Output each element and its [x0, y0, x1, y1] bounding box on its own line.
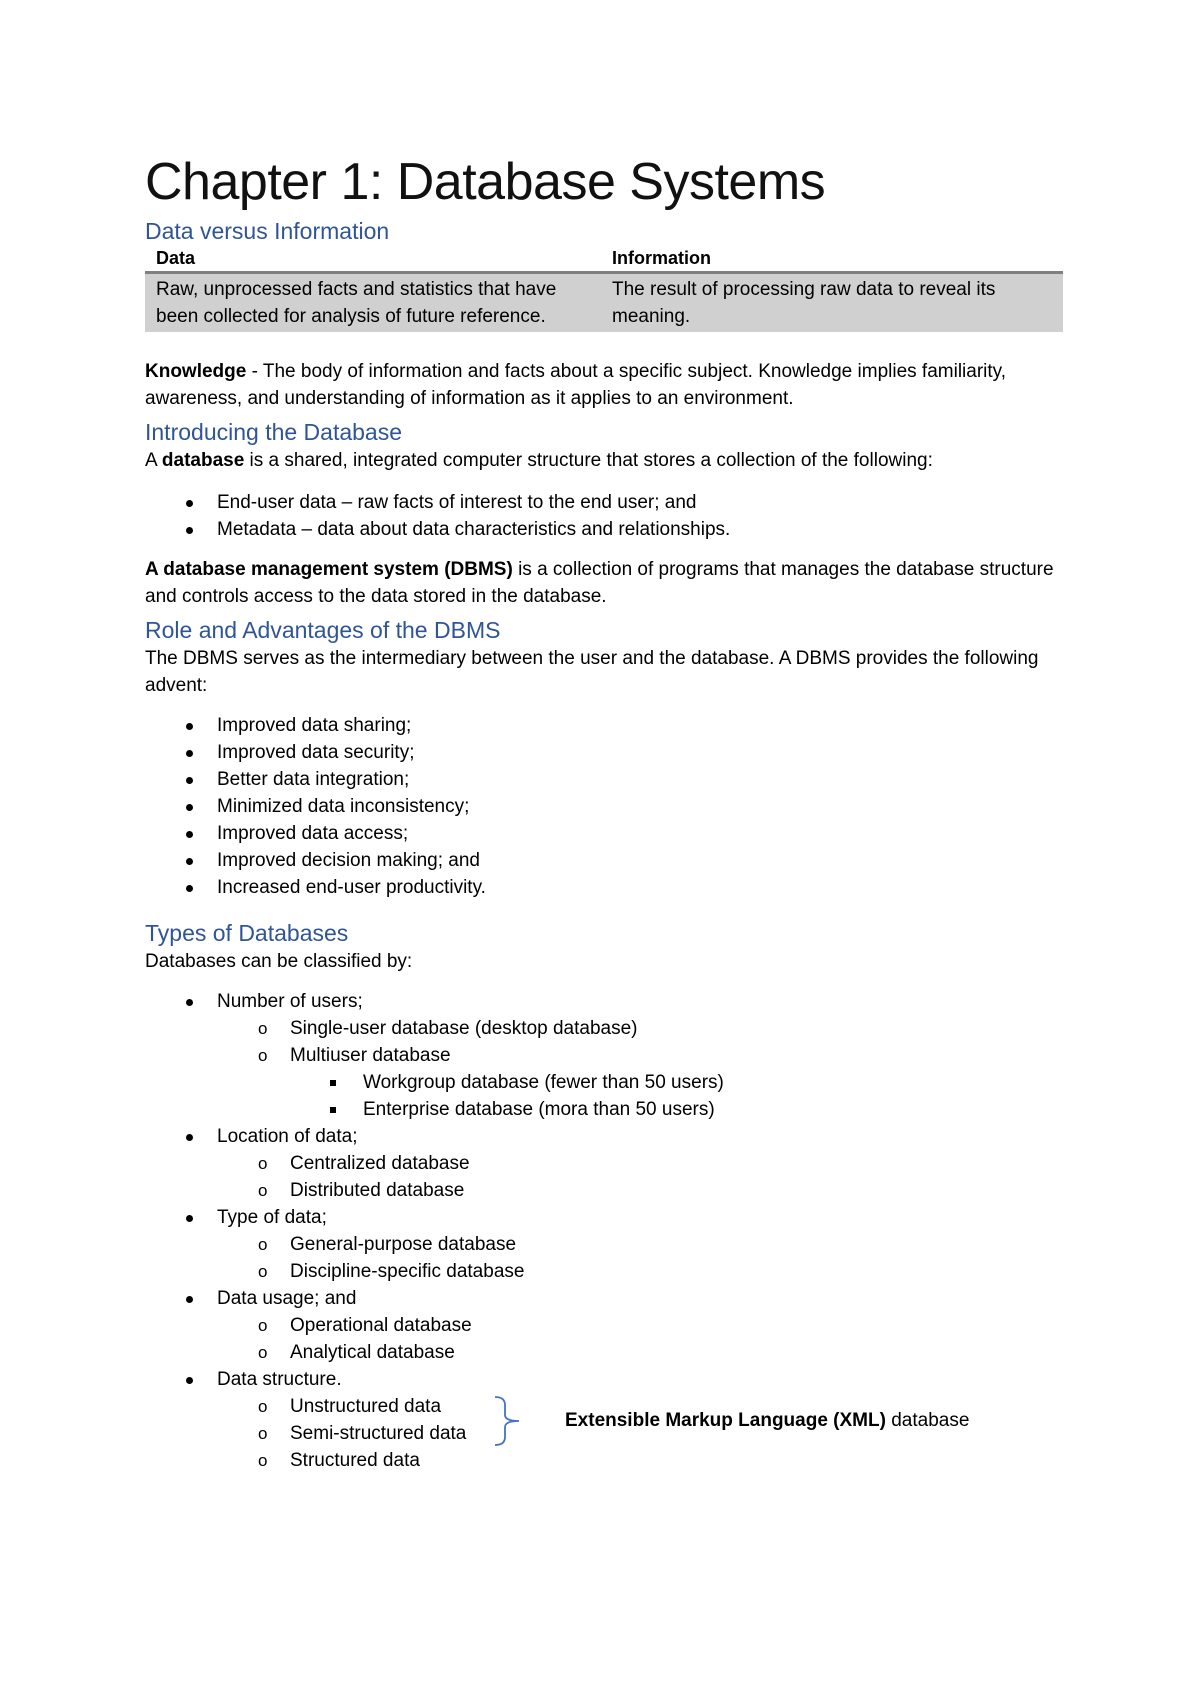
database-term: database: [161, 450, 245, 471]
list-item: Improved decision making; and: [145, 847, 1065, 874]
list-item: Metadata – data about data characteristics and relationships.: [145, 516, 1065, 543]
list-item: Workgroup database (fewer than 50 users): [145, 1069, 1065, 1096]
list-item: Increased end-user productivity.: [145, 874, 1065, 901]
list-item: Location of data;: [145, 1123, 1065, 1150]
list-item: End-user data – raw facts of interest to the end user; and: [145, 489, 1065, 516]
database-types-list: [145, 988, 1065, 1474]
list-item: o Operational database: [145, 1312, 1065, 1339]
dbms-role-paragraph: The DBMS serves as the intermediary between the user and the database. A DBMS provides the following advent:: [145, 648, 1039, 696]
dbms-definition: [145, 556, 1065, 610]
list-item: Improved data sharing;: [145, 712, 1065, 739]
list-item: o Semi-structured data: [145, 1420, 1065, 1447]
list-item: Enterprise database (mora than 50 users): [145, 1096, 1065, 1123]
list-item: Type of data;: [145, 1204, 1065, 1231]
table-cell-data: Raw, unprocessed facts and statistics that have been collected for analysis of future reference.: [145, 273, 601, 333]
list-item: o Multiuser database: [145, 1042, 1065, 1069]
table-header-data: Data: [145, 246, 601, 273]
list-item: o Distributed database: [145, 1177, 1065, 1204]
knowledge-text: - The body of information and facts about a specific subject. Knowledge implies familiarity, awareness, and understanding of information as it applies to an environment.: [145, 361, 1007, 409]
list-item: o General-purpose database: [145, 1231, 1065, 1258]
unstructured-label: Unstructured data: [290, 1396, 442, 1417]
list-item: o Centralized database: [145, 1150, 1065, 1177]
list-item: [145, 1393, 1065, 1431]
database-definition: [145, 447, 1065, 474]
database-definition-text: is a shared, integrated computer structure that stores a collection of the following:: [244, 450, 933, 471]
list-item: o Structured data: [145, 1447, 1065, 1474]
dbms-term: A database management system (DBMS): [145, 559, 513, 580]
table-header-information: Information: [601, 246, 1063, 273]
dbms-advantages-list: [145, 712, 1065, 901]
heading-introducing-database: Introducing the Database: [145, 419, 403, 445]
list-item: o Single-user database (desktop database): [145, 1015, 1065, 1042]
knowledge-term: Knowledge: [145, 361, 247, 382]
types-intro: Databases can be classified by:: [145, 951, 413, 972]
table-row: [145, 273, 1063, 333]
list-item: Data structure.: [145, 1366, 1065, 1393]
table-cell-information: The result of processing raw data to reveal its meaning.: [601, 273, 1063, 333]
data-information-table: [145, 246, 1063, 332]
intro-prefix: A: [145, 450, 162, 471]
database-contents-list: [145, 489, 1065, 543]
list-item: o Discipline-specific database: [145, 1258, 1065, 1285]
list-item: o Analytical database: [145, 1339, 1065, 1366]
document-body: [145, 150, 1065, 1474]
page-title: Chapter 1: Database Systems: [145, 153, 826, 211]
xml-term: Extensible Markup Language (XML): [565, 1410, 886, 1431]
list-item: Improved data access;: [145, 820, 1065, 847]
dbms-definition-text: is a collection of programs that manages the database structure and controls access to the data stored in the database.: [145, 559, 1054, 607]
knowledge-paragraph: [145, 358, 1065, 412]
xml-text: database: [885, 1410, 970, 1431]
heading-data-vs-information: Data versus Information: [145, 218, 390, 244]
list-item: Number of users;: [145, 988, 1065, 1015]
heading-types-of-databases: Types of Databases: [145, 920, 349, 946]
list-item: Data usage; and: [145, 1285, 1065, 1312]
heading-role-advantages-dbms: Role and Advantages of the DBMS: [145, 617, 501, 643]
list-item: Improved data security;: [145, 739, 1065, 766]
list-item: Better data integration;: [145, 766, 1065, 793]
list-item: Minimized data inconsistency;: [145, 793, 1065, 820]
table-header-row: [145, 246, 1063, 273]
